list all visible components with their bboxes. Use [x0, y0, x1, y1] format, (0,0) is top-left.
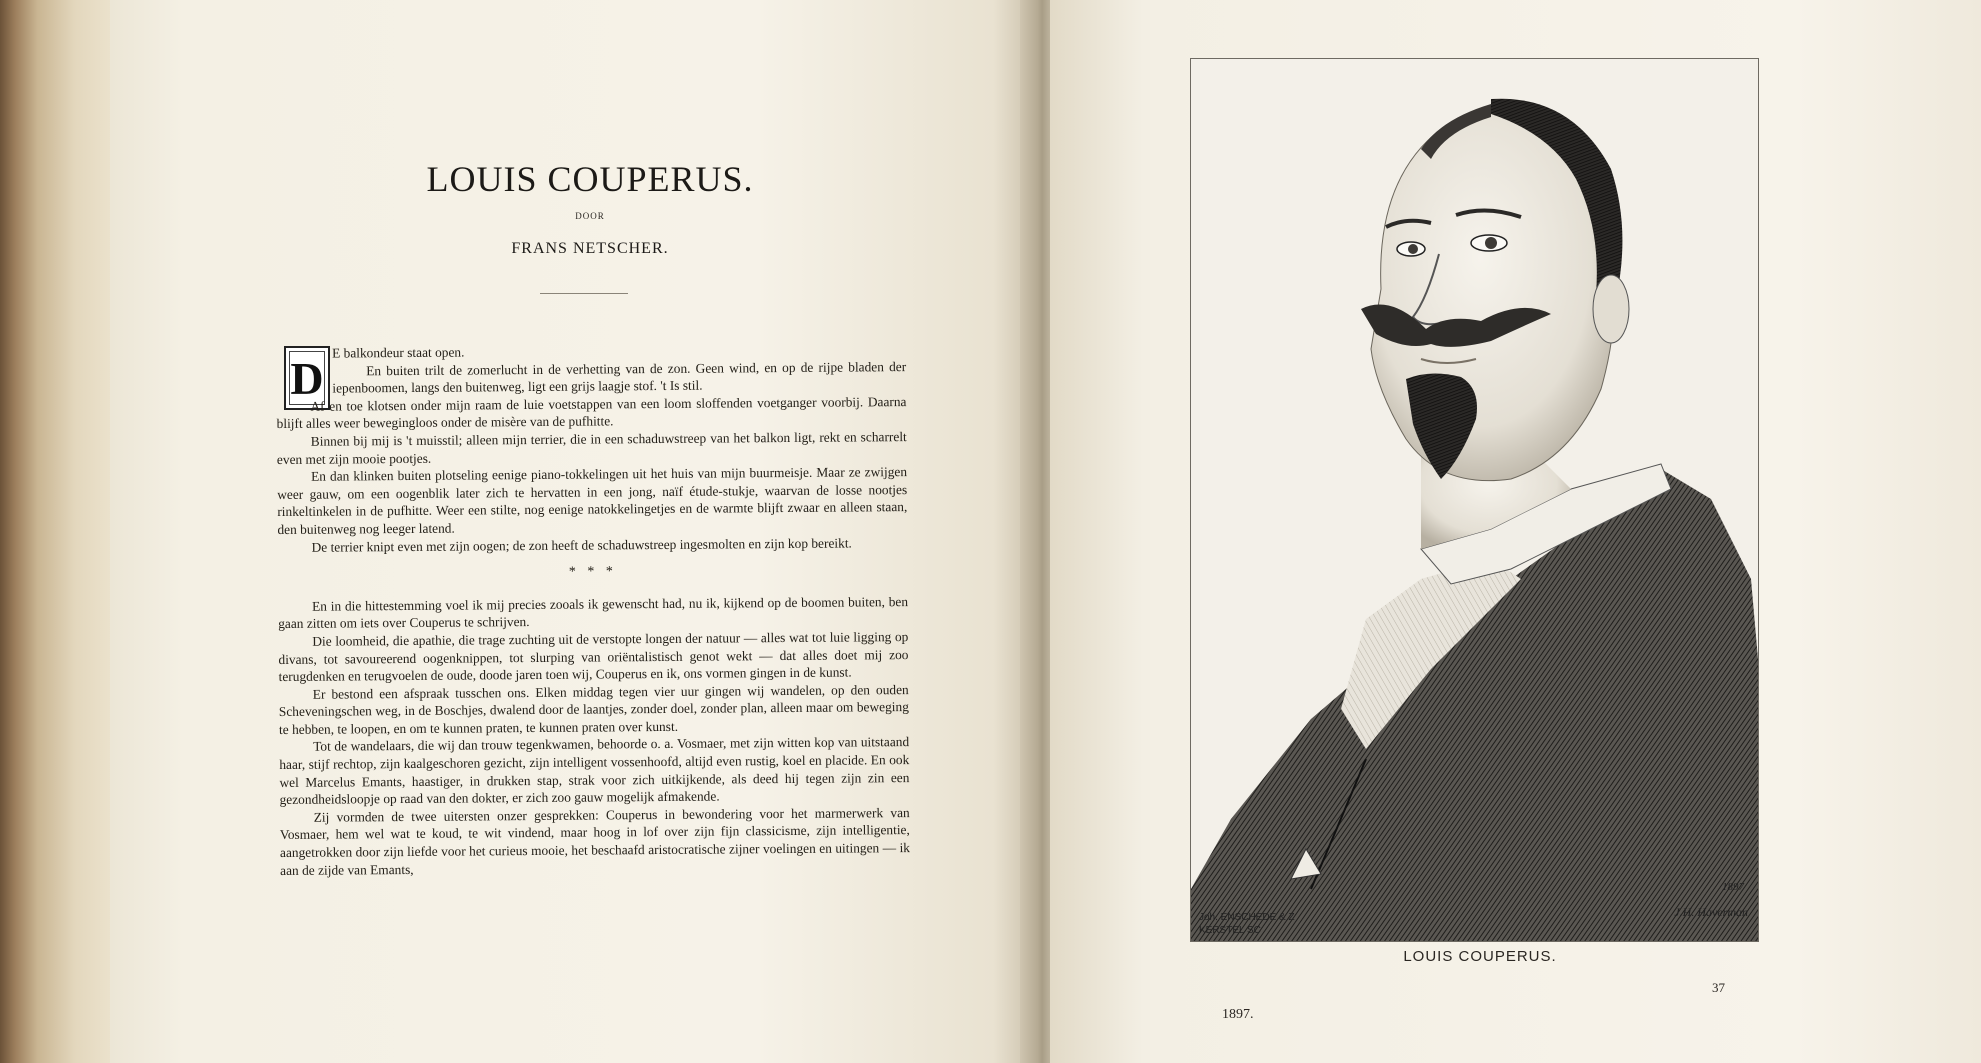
portrait-engraving [1190, 58, 1759, 942]
book-edge [0, 0, 125, 1063]
paragraph: En in die hittestemming voel ik mij precies zooals ik gewenscht had, nu ik, kijkend op de boomen buiten, ben gaan zitten om iets over Couperus te schrijven. [278, 593, 909, 632]
page-number: 37 [1712, 980, 1725, 995]
paragraph: Af en toe klotsen onder mijn raam de luie voetstappen van een loom sloffenden voetganger voorbij. Daarna blijft alles weer bewegingloos onder de misère van de pufhitte. [276, 393, 907, 432]
portrait-caption: LOUIS COUPERUS. [1403, 948, 1557, 965]
paragraph: Binnen bij mij is 't muisstil; alleen mijn terrier, die in een schaduwstreep van het balkon ligt, rekt en scharrelt even met zijn mooie pootjes. [276, 429, 907, 467]
section-separator: * * * [568, 564, 617, 580]
ear [1593, 275, 1629, 343]
portrait-illustration [1191, 59, 1758, 941]
publication-year: 1897. [1222, 1007, 1254, 1022]
byline-door: DOOR [575, 211, 605, 221]
article-author: FRANS NETSCHER. [511, 240, 669, 257]
engraver-credit: Joh. ENSCHEDÉ & Z KERSTEL SC [1199, 912, 1295, 936]
paragraph: En buiten trilt de zomerlucht in de verhetting van de zon. Geen wind, en op de rijpe bladen der iepenboomen, langs den buitenweg, ligt een grijs laagje stof. 't Is stil. [332, 358, 907, 396]
article-body [276, 340, 910, 879]
artist-year-mark: 1897 [1722, 881, 1744, 893]
paragraph: Zij vormden de twee uitersten onzer gesprekken: Couperus in bewondering voor het marmerwerk van Vosmaer, hem wel wat te koud, te wit vindend, maar hoog in lof over zijn fijn classicisme, zijn intelligentie, aangetrokken door zijn liefde voor het curieus mooie, het beschaafd aristocratische zijner voelingen en uitingen — ik aan de zijde van Emants, [279, 804, 911, 878]
paragraph: De terrier knipt even met zijn oogen; de zon heeft de schaduwstreep ingesmolten en zijn kop bereikt. [311, 535, 852, 555]
title-divider [540, 293, 628, 294]
article-title: LOUIS COUPERUS. [426, 159, 754, 199]
paragraph: Er bestond een afspraak tusschen ons. Elken middag tegen vier uur gingen wij wandelen, op den ouden Scheveningschen weg, in de Boschjes, dwalend door de laantjes, zonder doel, zonder plan, alleen maar om beweging te hebben, te loopen, en om te kunnen praten, te kunnen praten over kunst. [278, 681, 909, 737]
paragraph: En dan klinken buiten plotseling eenige piano-tokkelingen uit het huis van mijn buurmeisje. Maar ze zwijgen weer gauw, om een oogenblik later zich te hervatten in een jong, naïf étude-stukje, waarvan de losse nootjes rinkeltinkelen in de pufhitte. Weer een stilte, nog eenige natokkelingetjes en de warmte blijft zwaar en alleen staan, den buitenweg nog leeger latend. [277, 464, 908, 537]
paragraph: Die loomheid, die apathie, die trage zuchting uit de verstopte longen der natuur — alles wat tot luie ligging op divans, tot savoureerend oogenknippen, tot slurping van oriëntalistisch genot wekt — dat alles doet mij zoo terugdenken en terugvoelen de oude, doode jaren toen wij, Couperus en ik, ons vormen gingen in de kunst. [278, 628, 909, 685]
drop-cap: D [284, 346, 330, 410]
artist-signature: J.H. Haverman [1674, 905, 1748, 919]
paragraph: Tot de wandelaars, die wij dan trouw tegenkwamen, behoorde o. a. Vosmaer, met zijn witten kop van uitstaand haar, stijf rechtop, zijn kaalgeschoren gezicht, zijn intelligent vossenhoofd, altijd even rustig, koel en placide. En ook wel Marcelus Emants, haastiger, in drukken stap, strak voor zich uitkijkende, als deed hij tegen zijn zin een gezondheidsloopje op raad van den dokter, er zich zoo gauw mogelijk afmakende. [279, 734, 910, 808]
paragraph: E balkondeur staat open. [332, 344, 465, 361]
